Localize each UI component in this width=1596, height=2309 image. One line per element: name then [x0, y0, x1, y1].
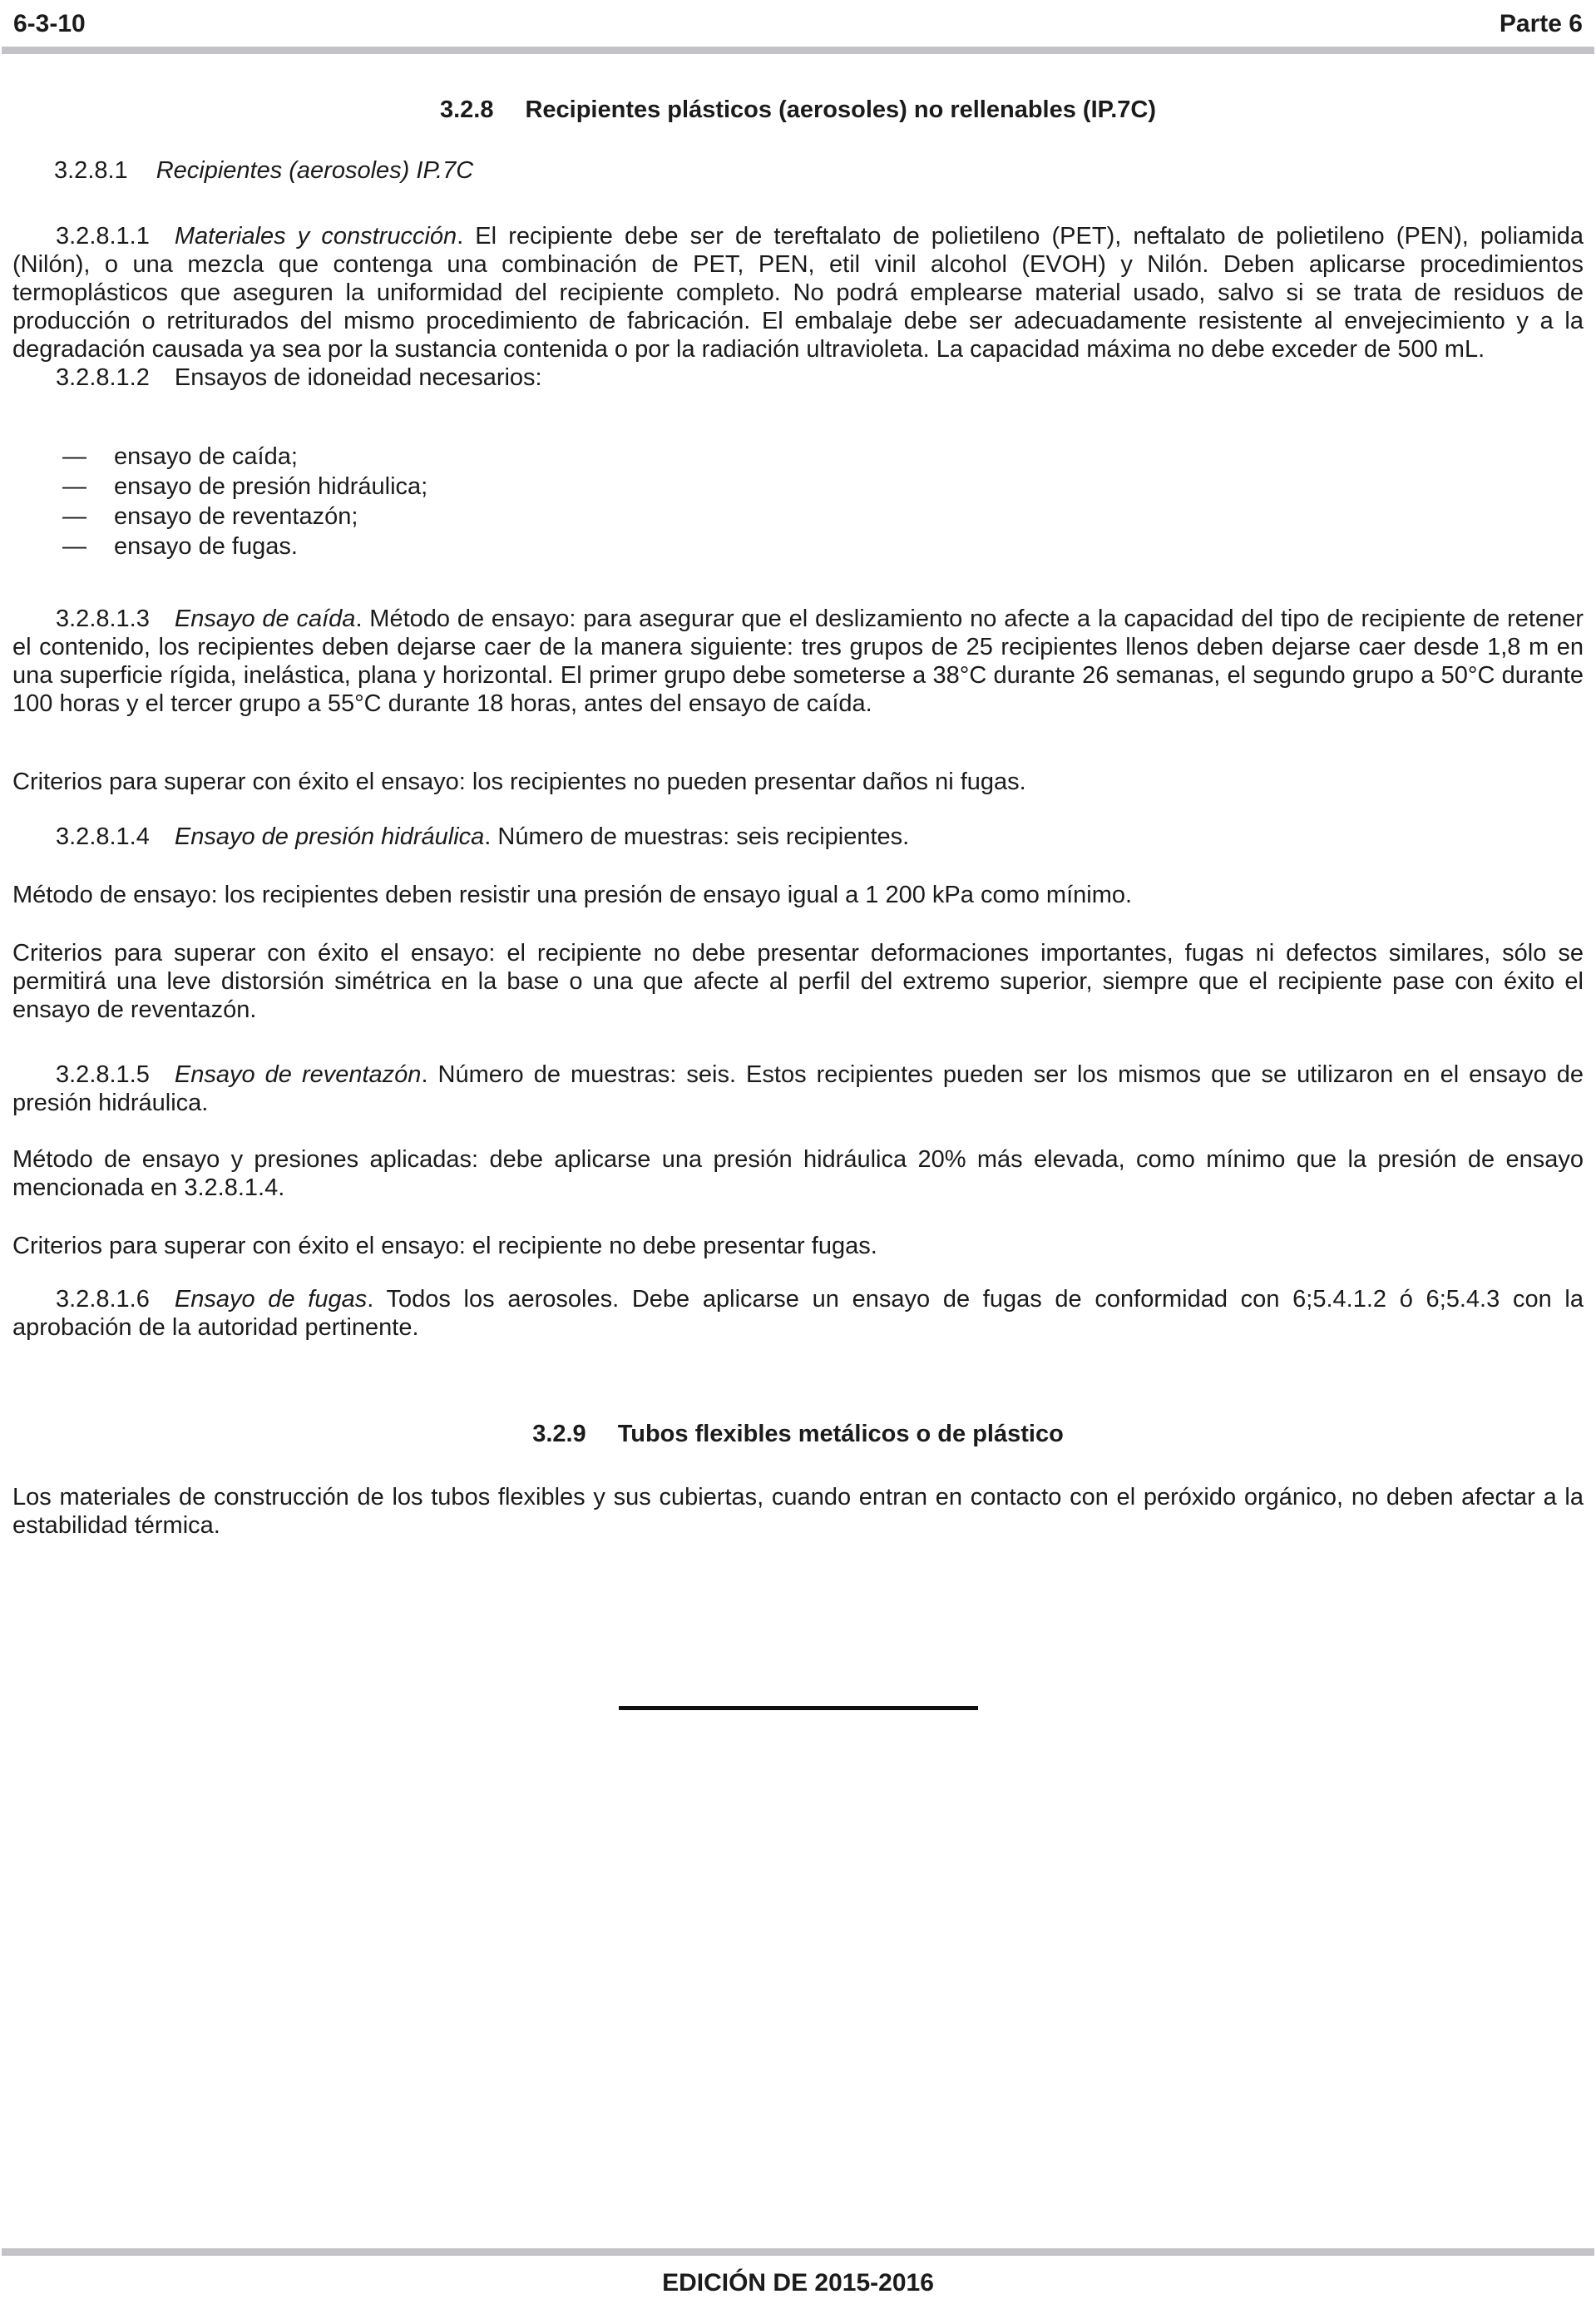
paragraph-32816-lead: Ensayo de fugas	[174, 1286, 368, 1313]
section-328-number: 3.2.8	[439, 96, 494, 123]
paragraph-32814-number: 3.2.8.1.4	[56, 823, 150, 850]
list-item	[12, 472, 1584, 502]
section-heading-328	[12, 97, 1584, 122]
paragraph-32812	[12, 363, 1584, 392]
header-part-label: Parte 6	[1499, 10, 1583, 37]
page-footer	[0, 2248, 1596, 2309]
paragraph-32815-text: . Número de muestras: seis. Estos recipientes pueden ser los mismos que se utilizaron en el ensayo de presión hidráulica.	[12, 1061, 1584, 1116]
paragraph-32816-text: . Todos los aerosoles. Debe aplicarse un ensayo de fugas de conformidad con 6;5.4.1.2 ó 6;5.4.3 con la aprobación de la autoridad pertinente.	[12, 1286, 1584, 1341]
paragraph-32813-text: . Método de ensayo: para asegurar que el deslizamiento no afecte a la capacidad del tipo de recipiente de retener el contenido, los recipientes deben dejarse caer de la manera siguiente: tres grupos de 25 recipientes llenos deben dejarse caer desde 1,8 m en una superficie rígida, inelástica, plana y horizontal. El primer grupo debe someterse a 38°C durante 26 semanas, el segundo grupo a 50°C durante 100 horas y el tercer grupo a 55°C durante 18 horas, antes del ensayo de caída.	[12, 606, 1584, 717]
paragraph-32814-lead: Ensayo de presión hidráulica	[174, 823, 485, 850]
paragraph-32815-number: 3.2.8.1.5	[56, 1061, 150, 1088]
paragraph-32815	[12, 1061, 1584, 1117]
section-heading-329	[12, 1421, 1584, 1446]
document-body	[0, 97, 1596, 1710]
method-paragraph-2: Método de ensayo y presiones aplicadas: debe aplicarse una presión hidráulica 20% más elevada, como mínimo que la presión de ensayo mencionada en 3.2.8.1.4.	[12, 1146, 1584, 1201]
list-item	[12, 442, 1584, 472]
page-header	[0, 0, 1596, 38]
criteria-paragraph-2: Criterios para superar con éxito el ensayo: el recipiente no debe presentar deformaciones importantes, fugas ni defectos similares, sólo se permitirá una leve distorsión simétrica en la base o una que afecte al perfil del extremo superior, siempre que el recipiente pase con éxito el ensayo de reventazón.	[12, 940, 1584, 1023]
paragraph-32813-lead: Ensayo de caída	[174, 606, 356, 632]
list-item	[12, 532, 1584, 561]
paragraph-32812-text: Ensayos de idoneidad necesarios:	[174, 364, 542, 391]
list-item-label: ensayo de caída;	[114, 443, 298, 470]
section-heading-3281	[54, 157, 1584, 184]
list-item-label: ensayo de reventazón;	[114, 503, 358, 530]
list-item-label: ensayo de fugas.	[114, 533, 298, 560]
paragraph-32811-lead: Materiales y construcción	[174, 223, 457, 250]
paragraph-32813-number: 3.2.8.1.3	[56, 606, 150, 632]
section-3281-number: 3.2.8.1	[54, 157, 128, 184]
dash-bullet: —	[62, 533, 86, 560]
paragraph-32814	[12, 823, 1584, 851]
paragraph-32812-number: 3.2.8.1.2	[56, 364, 150, 391]
paragraph-32811-number: 3.2.8.1.1	[56, 223, 150, 250]
dash-bullet: —	[62, 473, 86, 500]
header-rule-bar	[2, 47, 1594, 54]
footer-rule-bar	[2, 2248, 1594, 2256]
paragraph-32811-text: . El recipiente debe ser de tereftalato de polietileno (PET), neftalato de polietileno (PEN), poliamida (Nilón), o una mezcla que contenga una combinación de PET, PEN, etil vinil alcohol (EVOH) y Nilón. Deben aplicarse procedimientos termoplásticos que aseguren la uniformidad del recipiente completo. No podrá emplearse material usado, salvo si se trata de residuos de producción o retriturados del mismo procedimiento de fabricación. El embalaje debe ser adecuadamente resistente al envejecimiento y a la degradación causada ya sea por la sustancia contenida o por la radiación ultravioleta. La capacidad máxima no debe exceder de 500 mL.	[12, 223, 1584, 363]
paragraph-32813	[12, 605, 1584, 718]
paragraph-32811	[12, 222, 1584, 363]
method-paragraph-1: Método de ensayo: los recipientes deben resistir una presión de ensayo igual a 1 200 kPa como mínimo.	[12, 882, 1133, 908]
section-329-number: 3.2.9	[532, 1421, 586, 1447]
dash-bullet: —	[62, 443, 86, 470]
criteria-paragraph-1: Criterios para superar con éxito el ensayo: los recipientes no pueden presentar daños ni fugas.	[12, 769, 1026, 795]
footer-edition-label: EDICIÓN DE 2015-2016	[662, 2269, 934, 2297]
paragraph-32814-text: . Número de muestras: seis recipientes.	[484, 823, 910, 850]
paragraph-32816	[12, 1285, 1584, 1342]
section-3281-title: Recipientes (aerosoles) IP.7C	[156, 157, 474, 184]
header-page-number: 6-3-10	[13, 10, 86, 37]
section-328-title: Recipientes plásticos (aerosoles) no rellenables (IP.7C)	[525, 96, 1157, 123]
criteria-paragraph-3: Criterios para superar con éxito el ensayo: el recipiente no debe presentar fugas.	[12, 1233, 877, 1259]
list-item-label: ensayo de presión hidráulica;	[114, 473, 428, 500]
paragraph-32815-lead: Ensayo de reventazón	[174, 1061, 422, 1088]
paragraph-329: Los materiales de construcción de los tubos flexibles y sus cubiertas, cuando entran en contacto con el peróxido orgánico, no deben afectar a la estabilidad térmica.	[12, 1484, 1584, 1539]
end-of-section-divider	[619, 1706, 978, 1710]
paragraph-32816-number: 3.2.8.1.6	[56, 1286, 150, 1313]
test-list	[12, 442, 1584, 561]
section-329-title: Tubos flexibles metálicos o de plástico	[617, 1421, 1064, 1447]
dash-bullet: —	[62, 503, 86, 530]
list-item	[12, 502, 1584, 532]
